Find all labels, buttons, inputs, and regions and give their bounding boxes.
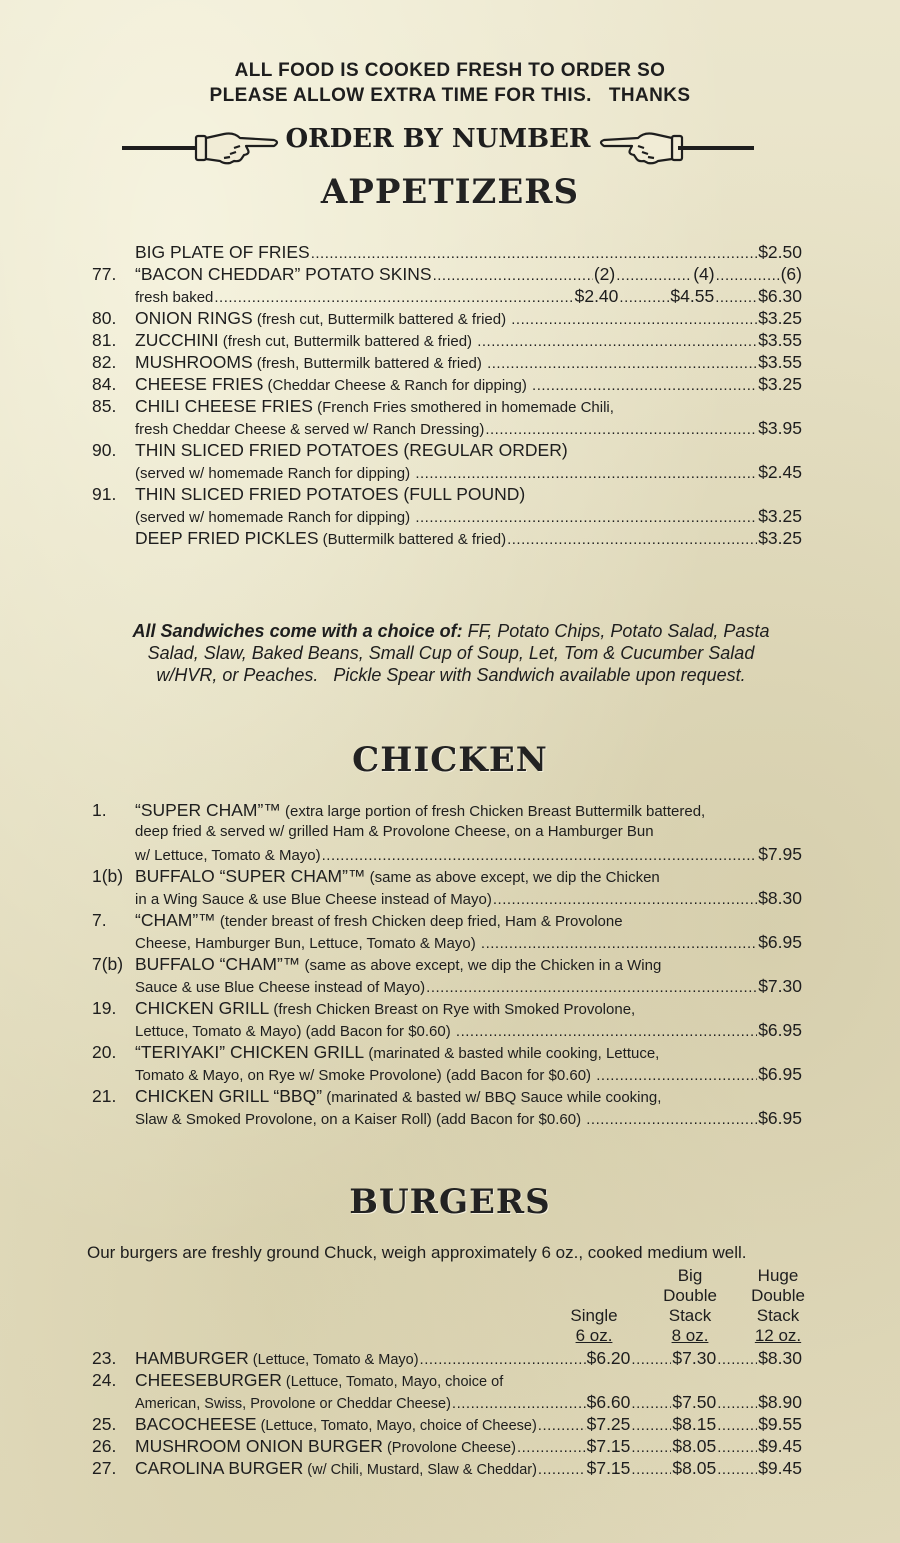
chicken-list xyxy=(92,799,802,1129)
item-number: 24. xyxy=(92,1370,117,1390)
item-line xyxy=(135,865,802,889)
leader-dots xyxy=(517,1437,586,1459)
price-single: $7.15 xyxy=(586,1458,631,1478)
leader-dots xyxy=(532,375,757,397)
item-description: (fresh Chicken Breast on Rye with Smoked Provolone, xyxy=(269,1001,636,1018)
item-description: (w/ Chili, Mustard, Slaw & Cheddar) xyxy=(303,1462,537,1478)
item-name: DEEP FRIED PICKLES xyxy=(135,528,319,548)
leader-dots xyxy=(477,331,757,353)
menu-item xyxy=(92,373,802,395)
item-name: THIN SLICED FRIED POTATOES (REGULAR ORDER) xyxy=(135,440,568,460)
item-description: (French Fries smothered in homemade Chili, xyxy=(312,399,614,416)
item-description-cont: Tomato & Mayo, on Rye w/ Smoke Provolone) (add Bacon for $0.60) xyxy=(135,1067,596,1084)
item-description: (Lettuce, Tomato, Mayo, choice of Cheese) xyxy=(256,1418,537,1434)
item-price: $6.95 xyxy=(758,1064,802,1084)
leader-dots xyxy=(631,1349,671,1371)
leader-dots xyxy=(433,265,593,287)
fresh-food-notice xyxy=(0,58,900,108)
leader-dots xyxy=(616,265,692,287)
item-line xyxy=(135,1063,802,1087)
item-number: 26. xyxy=(92,1436,117,1456)
item-price: $3.55 xyxy=(758,352,802,372)
item-line xyxy=(135,1085,802,1109)
size-label: Double xyxy=(663,1286,717,1305)
item-line xyxy=(135,931,802,955)
price-single: $6.20 xyxy=(586,1348,631,1368)
size-column-single xyxy=(558,1306,630,1346)
item-line xyxy=(135,975,802,999)
item-line xyxy=(135,1435,802,1459)
item-name: CHILI CHEESE FRIES xyxy=(135,396,313,416)
item-number: 25. xyxy=(92,1414,117,1434)
item-price: $8.30 xyxy=(758,888,802,908)
item-price: $2.50 xyxy=(758,242,802,262)
menu-item xyxy=(92,1413,802,1435)
item-line xyxy=(135,1369,802,1393)
leader-dots xyxy=(507,529,757,551)
item-price: $2.45 xyxy=(758,462,802,482)
leader-dots xyxy=(717,1437,757,1459)
menu-item xyxy=(92,909,802,931)
item-line xyxy=(135,799,802,823)
item-description: (same as above except, we dip the Chicken in a Wing xyxy=(300,957,662,974)
leader-dots xyxy=(426,977,757,999)
item-number: 1(b) xyxy=(92,866,124,886)
menu-item-subline xyxy=(92,843,802,865)
leader-dots xyxy=(717,1349,757,1371)
leader-dots xyxy=(322,845,758,867)
item-description-cont: deep fried & served w/ grilled Ham & Provolone Cheese, on a Hamburger Bun xyxy=(135,823,654,840)
appetizers-list xyxy=(92,241,802,549)
item-description: (marinated & basted while cooking, Lettuce, xyxy=(364,1045,660,1062)
item-name: HAMBURGER xyxy=(135,1348,249,1368)
item-number: 20. xyxy=(92,1042,117,1062)
item-line xyxy=(135,821,802,843)
item-price: $6.95 xyxy=(758,932,802,952)
menu-item xyxy=(92,865,802,887)
item-description: (marinated & basted w/ BBQ Sauce while cooking, xyxy=(322,1089,662,1106)
item-description-cont: fresh Cheddar Cheese & served w/ Ranch Dressing) xyxy=(135,421,485,438)
item-price: $3.25 xyxy=(758,374,802,394)
item-name: “BACON CHEDDAR” POTATO SKINS xyxy=(135,264,432,284)
note-line-3: w/HVR, or Peaches. Pickle Spear with Sandwich available upon request. xyxy=(156,665,746,685)
leader-dots xyxy=(487,353,757,375)
item-description: (served w/ homemade Ranch for dipping) xyxy=(135,465,415,482)
burgers-heading: BURGERS xyxy=(349,1182,551,1222)
leader-dots xyxy=(485,419,757,441)
item-name: CAROLINA BURGER xyxy=(135,1458,304,1478)
menu-item xyxy=(92,1435,802,1457)
quantity-4: (4) xyxy=(693,264,715,284)
item-name: “TERIYAKI” CHICKEN GRILL xyxy=(135,1042,365,1062)
item-description-cont: w/ Lettuce, Tomato & Mayo) xyxy=(135,847,321,864)
price-4: $4.55 xyxy=(670,286,715,306)
banner-rule-right xyxy=(678,146,754,150)
note-line-1: FF, Potato Chips, Potato Salad, Pasta xyxy=(462,621,770,641)
item-name: BACOCHEESE xyxy=(135,1414,257,1434)
item-line xyxy=(135,1391,802,1415)
size-weight: 6 oz. xyxy=(575,1326,613,1345)
item-number: 1. xyxy=(92,800,107,820)
size-label: Big xyxy=(677,1266,703,1285)
item-name: MUSHROOMS xyxy=(135,352,253,372)
item-description-cont: American, Swiss, Provolone or Cheddar Cheese) xyxy=(135,1396,451,1412)
item-number: 80. xyxy=(92,308,117,328)
item-name: ONION RINGS xyxy=(135,308,253,328)
menu-item-subline xyxy=(92,461,802,483)
price-huge-double: $9.55 xyxy=(758,1414,802,1434)
appetizers-heading: APPETIZERS xyxy=(320,172,580,212)
item-description-cont: in a Wing Sauce & use Blue Cheese instead of Mayo) xyxy=(135,891,492,908)
item-subtext: fresh baked xyxy=(135,289,214,306)
item-number: 21. xyxy=(92,1086,117,1106)
menu-item-subline xyxy=(92,975,802,997)
item-line xyxy=(135,909,802,933)
item-line xyxy=(135,1019,802,1043)
size-label: Double xyxy=(751,1286,805,1305)
menu-item-chili-cheese-fries xyxy=(92,395,802,417)
item-description-cont: Lettuce, Tomato & Mayo) (add Bacon for $0.60) xyxy=(135,1023,455,1040)
leader-dots xyxy=(538,1459,586,1481)
menu-item xyxy=(92,241,802,263)
size-weight: 12 oz. xyxy=(754,1326,802,1345)
menu-item-subline xyxy=(92,1019,802,1041)
leader-dots xyxy=(456,1021,757,1043)
item-name: BUFFALO “SUPER CHAM”™ xyxy=(135,866,366,886)
item-description: (served w/ homemade Ranch for dipping) xyxy=(135,509,415,526)
price-big-double: $8.05 xyxy=(672,1436,717,1456)
leader-dots xyxy=(214,287,573,309)
menu-item xyxy=(92,1457,802,1479)
item-line xyxy=(135,887,802,911)
price-single: $6.60 xyxy=(586,1392,631,1412)
item-line xyxy=(135,1457,802,1481)
menu-item-subline xyxy=(92,1391,802,1413)
menu-item xyxy=(92,953,802,975)
item-line xyxy=(135,843,802,867)
item-description: (fresh cut, Buttermilk battered & fried) xyxy=(252,311,511,328)
item-name: CHEESEBURGER xyxy=(135,1370,282,1390)
item-description: (tender breast of fresh Chicken deep fried, Ham & Provolone xyxy=(215,913,623,930)
item-name: “CHAM”™ xyxy=(135,910,216,930)
item-number: 82. xyxy=(92,352,117,372)
price-huge-double: $9.45 xyxy=(758,1458,802,1478)
size-column-huge-double xyxy=(742,1266,814,1346)
leader-dots xyxy=(311,243,757,265)
menu-item xyxy=(92,799,802,821)
item-number: 7. xyxy=(92,910,107,930)
menu-item-subline xyxy=(92,821,802,843)
pointing-hand-left-icon xyxy=(596,128,684,168)
item-line xyxy=(135,997,802,1021)
item-description: (Provolone Cheese) xyxy=(382,1440,516,1456)
leader-dots xyxy=(415,463,757,485)
item-description-cont: Cheese, Hamburger Bun, Lettuce, Tomato & Mayo) xyxy=(135,935,480,952)
item-description: (extra large portion of fresh Chicken Breast Buttermilk battered, xyxy=(280,803,706,820)
menu-item-subline xyxy=(92,1063,802,1085)
item-line xyxy=(135,1347,802,1371)
item-name: “SUPER CHAM”™ xyxy=(135,800,281,820)
menu-item-potato-skins xyxy=(92,263,802,285)
menu-item-thin-sliced-regular xyxy=(92,439,802,461)
leader-dots xyxy=(717,1393,757,1415)
menu-item xyxy=(92,1347,802,1369)
price-huge-double: $9.45 xyxy=(758,1436,802,1456)
leader-dots xyxy=(716,265,780,287)
menu-item xyxy=(92,351,802,373)
leader-dots xyxy=(631,1437,671,1459)
leader-dots xyxy=(452,1393,586,1415)
size-column-big-double xyxy=(654,1266,726,1346)
item-description-cont: Slaw & Smoked Provolone, on a Kaiser Roll) (add Bacon for $0.60) xyxy=(135,1111,586,1128)
item-description: (same as above except, we dip the Chicken xyxy=(365,869,660,886)
item-line xyxy=(135,953,802,977)
item-line xyxy=(135,1107,802,1131)
item-price: $6.95 xyxy=(758,1108,802,1128)
size-label: Single xyxy=(570,1306,618,1325)
leader-dots xyxy=(619,287,669,309)
item-name: CHICKEN GRILL xyxy=(135,998,270,1018)
menu-item xyxy=(92,307,802,329)
leader-dots xyxy=(631,1393,671,1415)
size-label: Stack xyxy=(668,1306,712,1325)
quantity-2: (2) xyxy=(593,264,616,284)
item-price: $3.55 xyxy=(758,330,802,350)
size-weight: 8 oz. xyxy=(671,1326,709,1345)
leader-dots xyxy=(538,1415,586,1437)
price-huge-double: $8.90 xyxy=(758,1392,802,1412)
item-number: 91. xyxy=(92,484,117,504)
leader-dots xyxy=(717,1415,757,1437)
item-number: 27. xyxy=(92,1458,117,1478)
menu-item xyxy=(92,1041,802,1063)
item-price: $3.25 xyxy=(758,506,802,526)
leader-dots xyxy=(481,933,757,955)
item-number: 81. xyxy=(92,330,117,350)
price-big-double: $8.05 xyxy=(672,1458,717,1478)
leader-dots xyxy=(596,1065,757,1087)
item-name: CHEESE FRIES xyxy=(135,374,264,394)
leader-dots xyxy=(415,507,757,529)
price-big-double: $7.30 xyxy=(672,1348,717,1368)
notice-line-2: PLEASE ALLOW EXTRA TIME FOR THIS. THANKS xyxy=(209,85,691,106)
quantity-6: (6) xyxy=(780,264,802,284)
menu-item-subline xyxy=(92,1107,802,1129)
item-name: THIN SLICED FRIED POTATOES (FULL POUND) xyxy=(135,484,526,504)
item-name: BUFFALO “CHAM”™ xyxy=(135,954,301,974)
price-big-double: $7.50 xyxy=(672,1392,717,1412)
notice-line-1: ALL FOOD IS COOKED FRESH TO ORDER SO xyxy=(234,60,666,81)
order-by-number-banner xyxy=(122,122,754,162)
item-description: (Lettuce, Tomato, Mayo, choice of xyxy=(281,1374,504,1390)
leader-dots xyxy=(586,1109,757,1131)
item-description: (Lettuce, Tomato & Mayo) xyxy=(248,1352,419,1368)
burgers-list xyxy=(92,1347,802,1479)
price-2: $2.40 xyxy=(574,286,619,306)
item-description: (Cheddar Cheese & Ranch for dipping) xyxy=(263,377,532,394)
size-label: Huge xyxy=(757,1266,799,1285)
item-name: ZUCCHINI xyxy=(135,330,219,350)
item-price: $3.95 xyxy=(758,418,802,438)
leader-dots xyxy=(631,1459,671,1481)
leader-dots xyxy=(631,1415,671,1437)
burgers-intro: Our burgers are freshly ground Chuck, weigh approximately 6 oz., cooked medium well. xyxy=(87,1243,747,1262)
leader-dots xyxy=(493,889,757,911)
menu-item-subline xyxy=(92,931,802,953)
menu-item xyxy=(92,329,802,351)
sandwich-sides-note xyxy=(90,620,812,686)
order-by-number-title: ORDER BY NUMBER xyxy=(285,124,591,154)
item-line xyxy=(135,1413,802,1437)
banner-rule-left xyxy=(122,146,197,150)
item-price: $3.25 xyxy=(758,528,802,548)
chicken-heading: CHICKEN xyxy=(352,740,548,780)
item-price: $6.95 xyxy=(758,1020,802,1040)
item-number: 23. xyxy=(92,1348,117,1368)
menu-item-subline xyxy=(92,417,802,439)
menu-item-subline xyxy=(92,887,802,909)
leader-dots xyxy=(715,287,757,309)
item-price: $7.30 xyxy=(758,976,802,996)
item-price: $3.25 xyxy=(758,308,802,328)
menu-item-fried-pickles xyxy=(92,527,802,549)
item-description: (Buttermilk battered & fried) xyxy=(318,531,507,548)
leader-dots xyxy=(717,1459,757,1481)
price-6: $6.30 xyxy=(758,286,802,306)
menu-item-subline xyxy=(92,285,802,307)
item-name: BIG PLATE OF FRIES xyxy=(135,242,310,262)
price-huge-double: $8.30 xyxy=(758,1348,802,1368)
menu-item-thin-sliced-pound xyxy=(92,483,802,505)
item-description-cont: Sauce & use Blue Cheese instead of Mayo) xyxy=(135,979,426,996)
item-description: (fresh cut, Buttermilk battered & fried) xyxy=(218,333,477,350)
item-line xyxy=(135,1041,802,1065)
price-single: $7.15 xyxy=(586,1436,631,1456)
item-number: 19. xyxy=(92,998,117,1018)
leader-dots xyxy=(511,309,757,331)
price-big-double: $8.15 xyxy=(672,1414,717,1434)
note-bold-lead: All Sandwiches come with a choice of: xyxy=(132,621,463,641)
item-name: CHICKEN GRILL “BBQ” xyxy=(135,1086,323,1106)
note-line-2: Salad, Slaw, Baked Beans, Small Cup of Soup, Let, Tom & Cucumber Salad xyxy=(147,643,755,663)
item-price: $7.95 xyxy=(758,844,802,864)
item-number: 90. xyxy=(92,440,117,460)
menu-item xyxy=(92,1369,802,1391)
pointing-hand-right-icon xyxy=(194,128,282,168)
menu-item xyxy=(92,997,802,1019)
item-description: (fresh, Buttermilk battered & fried) xyxy=(252,355,487,372)
menu-item xyxy=(92,1085,802,1107)
item-number: 85. xyxy=(92,396,117,416)
item-number: 77. xyxy=(92,264,117,284)
menu-item-subline xyxy=(92,505,802,527)
price-single: $7.25 xyxy=(586,1414,631,1434)
item-number: 7(b) xyxy=(92,954,124,974)
item-name: MUSHROOM ONION BURGER xyxy=(135,1436,383,1456)
item-number: 84. xyxy=(92,374,117,394)
size-label: Stack xyxy=(756,1306,800,1325)
leader-dots xyxy=(420,1349,586,1371)
